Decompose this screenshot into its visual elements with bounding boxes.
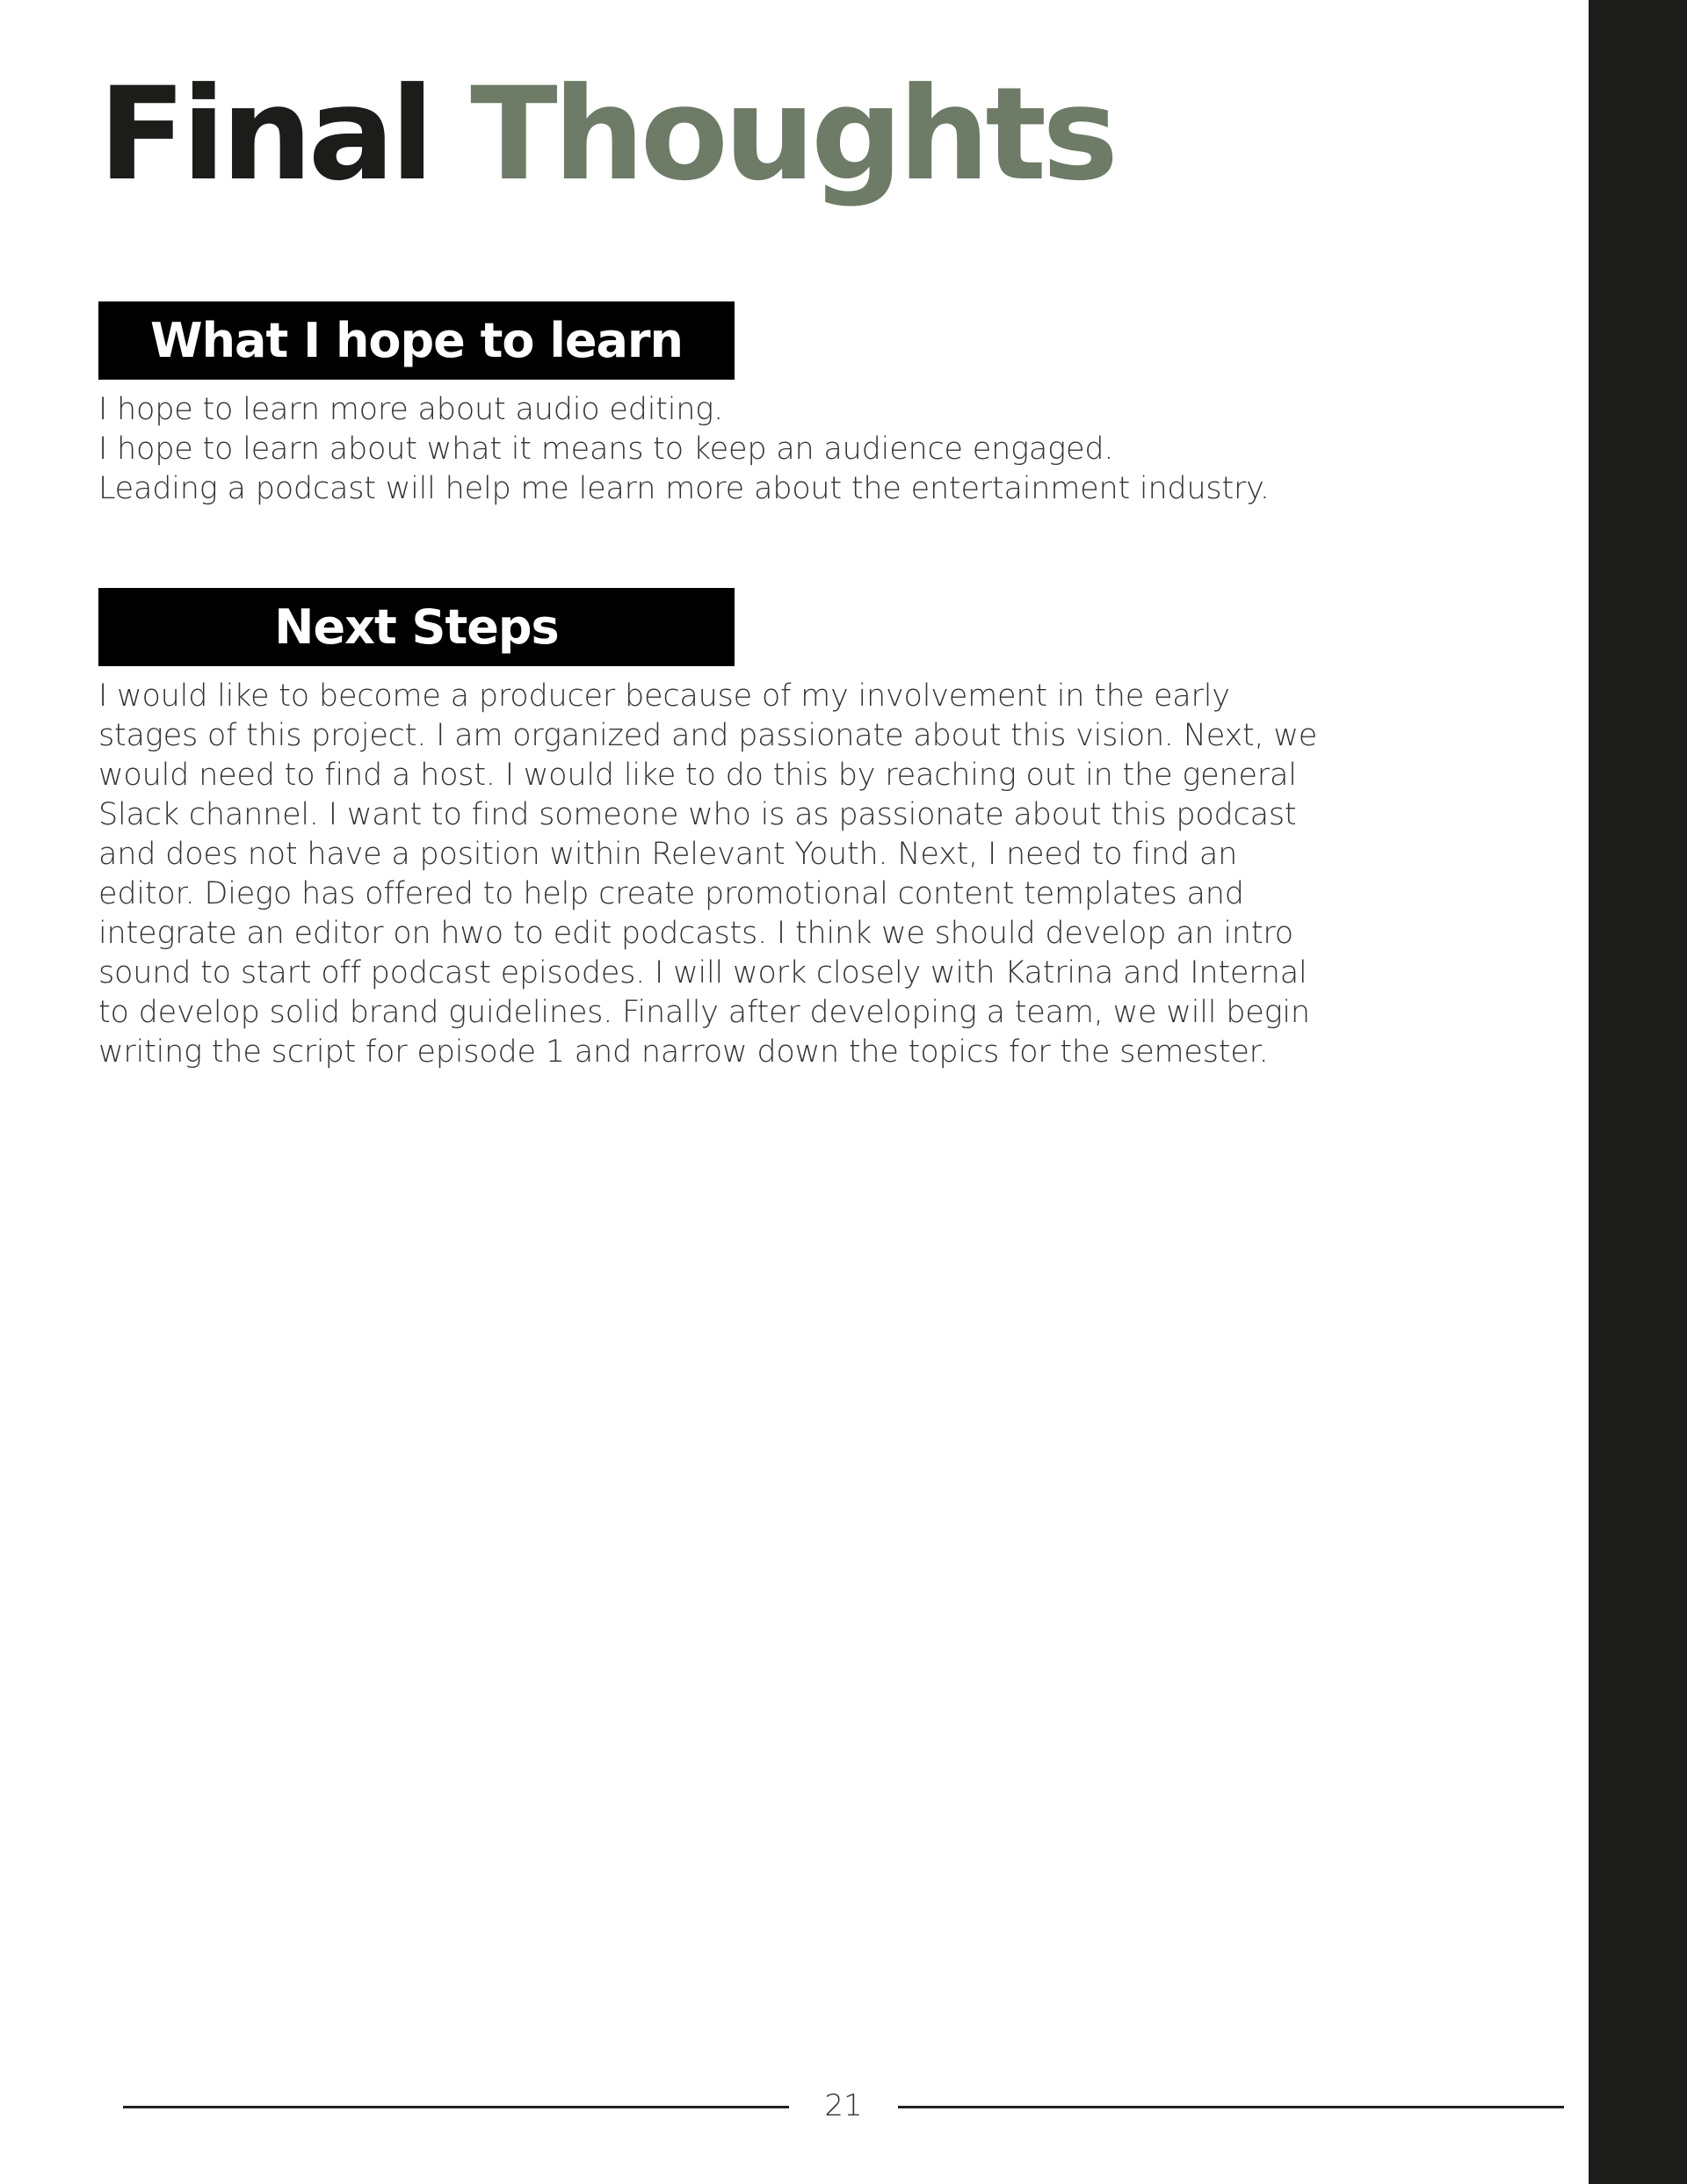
section-body-what-i-hope-to-learn: I hope to learn more about audio editing. I hope to learn about what it means to keep an audience engaged. Leading a podcast will help me learn more about the entertainment industry.: [98, 392, 1270, 506]
right-side-band: [1589, 0, 1687, 2184]
page-number: 21: [824, 2088, 863, 2123]
page-title-word-thoughts: Thoughts: [470, 60, 1115, 209]
section-heading-what-i-hope-to-learn: What I hope to learn: [98, 301, 735, 380]
page-title: [98, 60, 1115, 209]
section-heading-next-steps: Next Steps: [98, 588, 735, 666]
section-body-next-steps: I would like to become a producer because of my involvement in the early stages of this project. I am organized and passionate about this vision. Next, we would need to find a host. I would like to do this by reaching out in the general Slack channel. I want to find someone who is as passionate about this podcast and does not have a position within Relevant Youth. Next, I need to find an editor. Diego has offered to help create promotional content templates and integrate an editor on hwo to edit podcasts. I think we should develop an intro sound to start off podcast episodes. I will work closely with Katrina and Internal to develop solid brand guidelines. Finally after developing a team, we will begin writing the script for episode 1 and narrow down the topics for the semester.: [98, 678, 1318, 1070]
footer-rule-right: [898, 2106, 1564, 2108]
page-title-word-final: Final: [98, 60, 431, 209]
footer-rule-left: [123, 2106, 789, 2108]
